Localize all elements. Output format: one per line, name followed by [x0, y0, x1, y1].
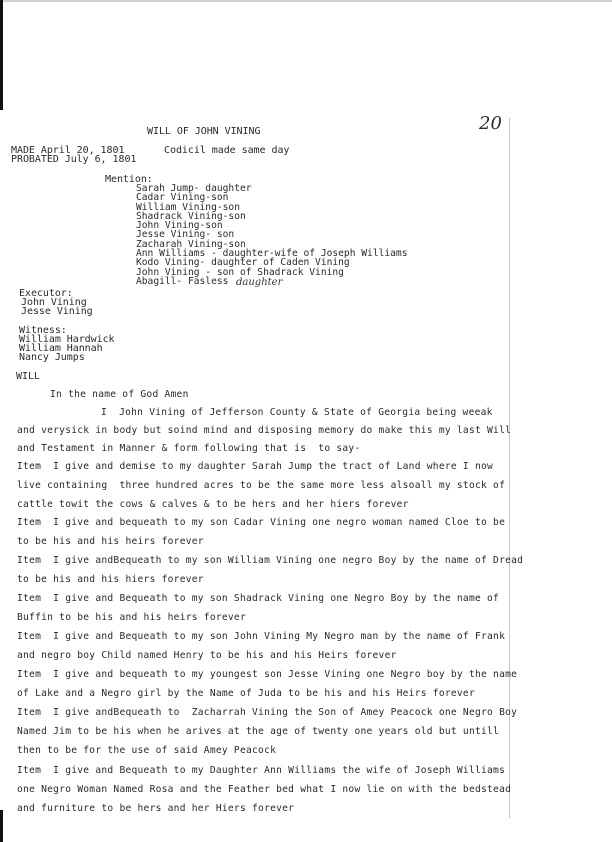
- will-text-line: Item I give and bequeath to my youngest son Jesse Vining one Negro boy by the name: [17, 669, 518, 680]
- will-text-line: to be his and his hiers forever: [17, 574, 204, 585]
- mention-item: John Vining - son of Shadrack Vining: [136, 266, 344, 278]
- executor-label: Executor:: [19, 288, 73, 299]
- will-text-line: Item I give andBequeath to my son William Vining one negro Boy by the name of Dread: [17, 555, 524, 566]
- will-text-line: live containing three hundred acres to be the same more less alsoall my stock of: [17, 480, 506, 491]
- scan-edge-left: [0, 0, 3, 110]
- mention-item: William Vining-son: [136, 201, 240, 213]
- mention-item: Sarah Jump- daughter: [136, 183, 252, 194]
- will-text-line: and Testament in Manner & form following that is to say-: [17, 443, 361, 454]
- will-text-line: and verysick in body but soind mind and disposing memory do make this my last Will: [17, 425, 512, 436]
- will-text-line: of Lake and a Negro girl by the Name of Juda to be his and his Heirs forever: [17, 688, 475, 699]
- handwritten-annotation: daughter: [236, 277, 283, 288]
- mention-item: Ann Williams - daughter-wife of Joseph Williams: [136, 248, 408, 260]
- will-text-line: Item I give and Bequeath to my son Shadrack Vining one Negro Boy by the name of: [17, 593, 500, 604]
- mention-item: Kodo Vining- daughter of Caden Vining: [136, 257, 350, 269]
- will-text-line: Item I give and bequeath to my son Cadar Vining one negro woman named Cloe to be: [17, 517, 506, 528]
- will-text-line: and furniture to be hers and her Hiers forever: [17, 803, 295, 814]
- will-text-line: and negro boy Child named Henry to be his and his Heirs forever: [17, 650, 397, 661]
- executor-name: John Vining: [21, 297, 87, 308]
- will-text-line: cattle towit the cows & calves & to be hers and her hiers forever: [17, 499, 409, 510]
- will-text-line: I John Vining of Jefferson County & State of Georgia being weeak: [101, 407, 493, 418]
- executor-name: Jesse Vining: [21, 306, 93, 317]
- witness-name: Nancy Jumps: [19, 352, 85, 363]
- will-text-line: In the name of God Amen: [50, 389, 189, 400]
- mention-label: Mention:: [105, 174, 153, 185]
- codicil-note: Codicil made same day: [164, 145, 290, 156]
- will-text-line: to be his and his heirs forever: [17, 536, 204, 547]
- will-text-line: Item I give and Bequeath to my Daughter Ann Williams the wife of Joseph Williams: [17, 765, 506, 776]
- will-label: WILL: [16, 371, 40, 382]
- will-text-line: Buffin to be his and his heirs forever: [17, 612, 246, 623]
- witness-label: Witness:: [19, 325, 67, 336]
- will-text-line: Item I give and demise to my daughter Sarah Jump the tract of Land where I now: [17, 461, 494, 472]
- mention-item: Zacharah Vining-son: [136, 238, 246, 250]
- mention-item: Abagill- Fasless: [136, 275, 229, 287]
- mention-item: Shadrack Vining-son: [136, 210, 246, 222]
- mention-item: Cadar Vining-son: [136, 192, 229, 204]
- mention-item: Jesse Vining- son: [136, 229, 235, 241]
- page-number: 20: [479, 113, 502, 134]
- will-text-line: Named Jim to be his when he arives at the age of twenty one years old but untill: [17, 726, 500, 737]
- probated-date: PROBATED July 6, 1801: [11, 154, 137, 165]
- witness-name: William Hannah: [19, 343, 103, 354]
- witness-name: William Hardwick: [19, 334, 115, 345]
- will-text-line: Item I give and Bequeath to my son John Vining My Negro man by the name of Frank: [17, 631, 506, 642]
- scan-edge-top: [0, 0, 612, 2]
- will-text-line: one Negro Woman Named Rosa and the Feather bed what I now lie on with the bedstead: [17, 784, 512, 795]
- document-title: WILL OF JOHN VINING: [147, 126, 261, 137]
- will-text-line: then to be for the use of said Amey Peacock: [17, 745, 277, 756]
- will-text-line: Item I give andBequeath to Zacharrah Vining the Son of Amey Peacock one Negro Boy: [17, 707, 518, 718]
- made-date: MADE April 20, 1801: [11, 145, 125, 156]
- scan-edge-left-bottom: [0, 810, 3, 842]
- mention-list: [136, 184, 407, 286]
- mention-item: John Vining-son: [136, 220, 223, 232]
